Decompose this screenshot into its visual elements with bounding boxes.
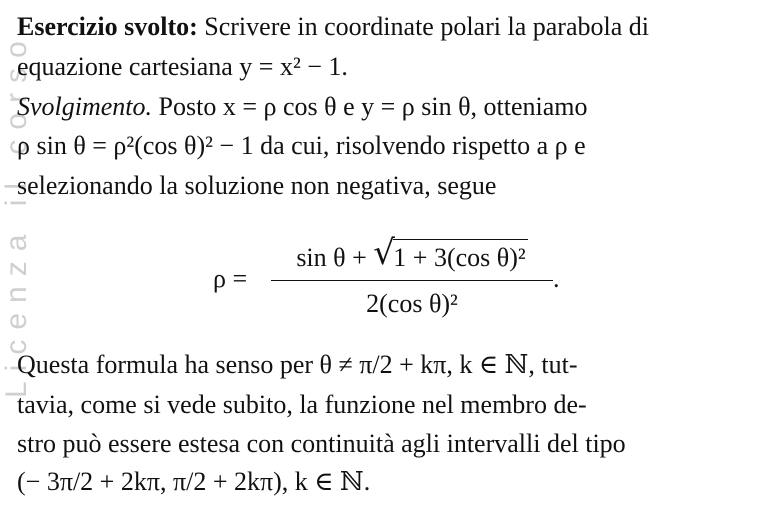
watermark: Licenza il corso <box>0 31 33 398</box>
solution-line-2: ρ sin θ = ρ²(cos θ)² − 1 da cui, risolvendo rispetto a ρ e <box>17 131 586 160</box>
formula-numerator: sin θ + √ 1 + 3(cos θ)² <box>271 238 553 278</box>
formula-fraction <box>271 233 553 323</box>
formula-radicand: 1 + 3(cos θ)² <box>393 239 527 276</box>
radical-sign: √ <box>373 233 395 273</box>
solution-line-3: selezionando la soluzione non negativa, segue <box>17 171 497 200</box>
display-formula <box>213 233 563 328</box>
exercise-statement-2: equazione cartesiana y = x² − 1. <box>17 52 348 81</box>
exercise-heading-line <box>17 7 753 47</box>
formula-lhs: ρ = <box>213 264 248 293</box>
formula-denominator: 2(cos θ)² <box>366 289 458 318</box>
remark-line-1: Questa formula ha senso per θ ≠ π/2 + kπ, k ∈ ℕ, tut- <box>17 350 578 379</box>
exercise-statement-1: Scrivere in coordinate polari la parabola di <box>204 12 649 41</box>
sqrt <box>373 233 527 278</box>
remark-line-2: tavia, come si vede subito, la funzione nel membro de- <box>17 390 587 419</box>
remark-line-3: stro può essere estesa con continuità agli intervalli del tipo <box>17 429 626 458</box>
remark-line-4: (− 3π/2 + 2kπ, π/2 + 2kπ), k ∈ ℕ. <box>17 467 371 496</box>
formula-terminator: . <box>553 264 560 293</box>
solution-label: Svolgimento. <box>17 92 153 121</box>
solution-line-1: Svolgimento. Posto x = ρ cos θ e y = ρ sin θ, otteniamo <box>17 92 588 121</box>
fraction-bar <box>271 280 553 281</box>
exercise-heading: Esercizio svolto: <box>17 12 198 41</box>
